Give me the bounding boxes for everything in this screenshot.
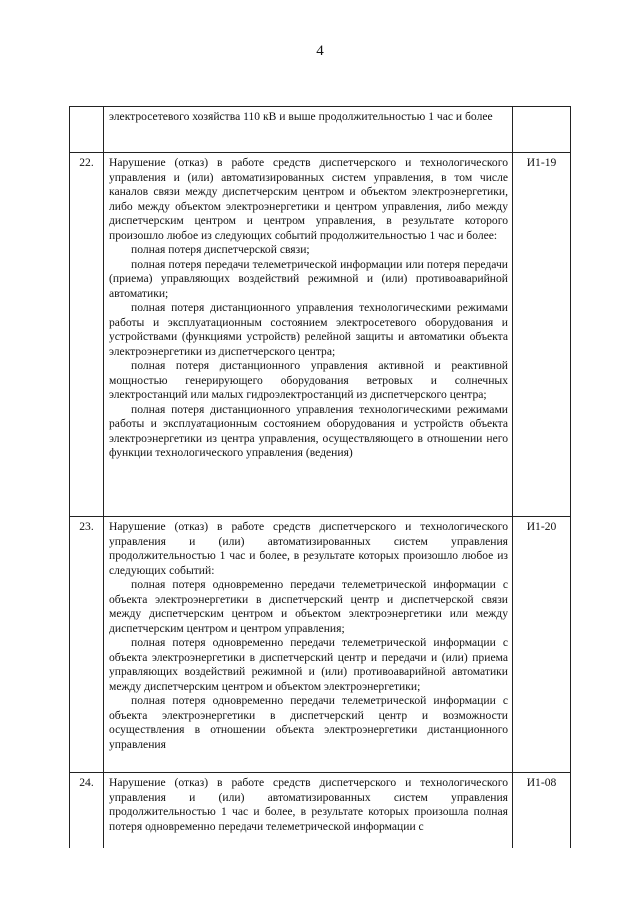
row-number-cell (70, 107, 104, 153)
row-intro-text: Нарушение (отказ) в работе средств диспетчерского и технологического управления и (или) автоматизированных систем управления продолжительностью 1 час и более, в результате которых произошло любое из следующих событий: (109, 520, 508, 577)
row-number: 23. (70, 517, 104, 773)
row-description-cell (104, 107, 513, 153)
row-code-cell (513, 107, 571, 153)
incident-classification-table (69, 106, 571, 848)
row-description-cell (104, 773, 513, 849)
row-code: И1-19 (513, 153, 571, 517)
list-item: полная потеря одновременно передачи телеметрической информации с объекта электроэнергетики в диспетчерский центр и возможности осуществления в отношении объекта электроэнергетики дистанционного управления (109, 694, 508, 751)
row-number: 22. (70, 153, 104, 517)
table-row (70, 153, 571, 517)
row-intro-text: Нарушение (отказ) в работе средств диспетчерского и технологического управления и (или) автоматизированных систем управления продолжительностью 1 час и более, в результате которых произошла полная потеря одновременно передачи телеметрической информации с (109, 776, 508, 833)
row-intro-text: Нарушение (отказ) в работе средств диспетчерского и технологического управления и (или) автоматизированных систем управления, в том числе каналов связи между диспетчерским центром и объектом электроэнергетики, либо между объектом электроэнергетики и центром управления, либо между диспетчерским центром и центром управления, в результате которого произошло любое из следующих событий продолжительностью 1 час и более: (109, 156, 508, 242)
page-number: 4 (316, 43, 324, 59)
row-description-cell (104, 153, 513, 517)
list-item: полная потеря передачи телеметрической информации или потеря передачи (приема) управляющих воздействий режимной и (или) противоаварийной автоматики; (109, 257, 508, 300)
table-row (70, 773, 571, 849)
list-item: полная потеря дистанционного управления активной и реактивной мощностью генерирующего оборудования ветровых и солнечных электростанций или малых гидроэлектростанций из диспетчерского центра; (109, 359, 508, 401)
row-code: И1-08 (513, 773, 571, 849)
row-description-cell (104, 517, 513, 773)
table-row (70, 107, 571, 153)
list-item: полная потеря одновременно передачи телеметрической информации с объекта электроэнергетики в диспетчерский центр и диспетчерской связи между диспетчерским центром и объектом электроэнергетики или между диспетчерским центром и центром управления; (109, 578, 508, 635)
list-item: полная потеря диспетчерской связи; (131, 243, 310, 256)
list-item: полная потеря дистанционного управления технологическими режимами работы и эксплуатационным состоянием электросетевого оборудования и устройствами (функциями устройств) релейной защиты и автоматики объекта электроэнергетики из диспетчерского центра; (109, 301, 508, 358)
row-number: 24. (70, 773, 104, 849)
continuation-text: электросетевого хозяйства 110 кВ и выше продолжительностью 1 час и более (109, 110, 493, 123)
list-item: полная потеря одновременно передачи телеметрической информации с объекта электроэнергетики в диспетчерский центр и передачи и (или) приема управляющих воздействий режимной и (или) противоаварийной автоматики между диспетчерским центром и объектом электроэнергетики; (109, 636, 508, 693)
row-code: И1-20 (513, 517, 571, 773)
list-item: полная потеря дистанционного управления технологическими режимами работы и эксплуатационным состоянием оборудования и устройств объекта электроэнергетики из центра управления, осуществляющего в отношении него функции технологического управления (ведения) (109, 402, 508, 459)
table-row (70, 517, 571, 773)
